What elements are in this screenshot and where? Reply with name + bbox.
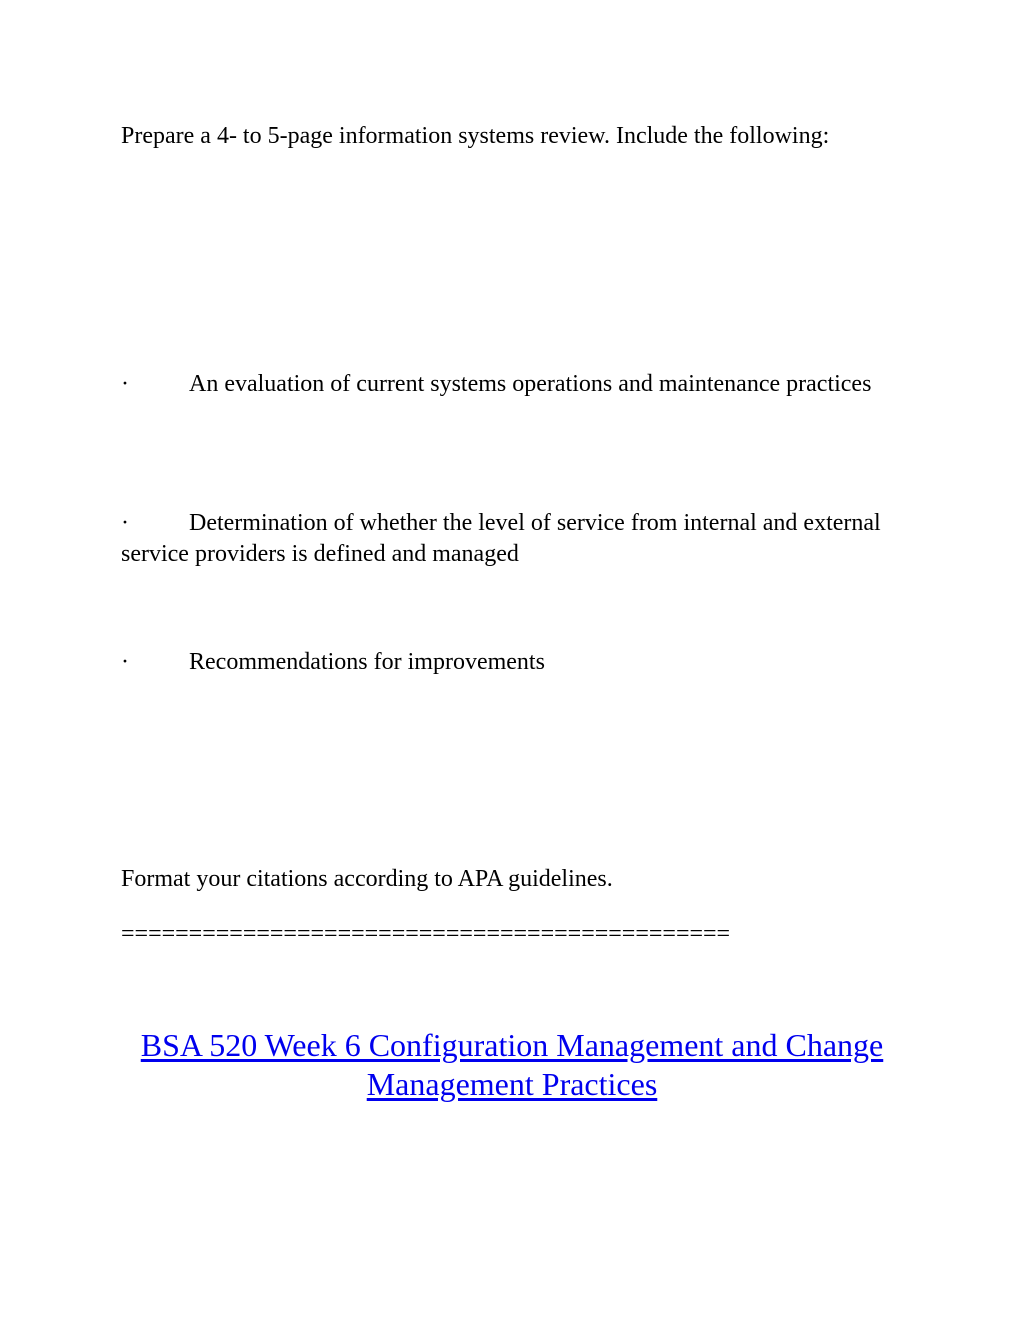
bullet-text: An evaluation of current systems operations and maintenance practices: [189, 371, 872, 397]
separator-line: =============================================: [121, 921, 731, 947]
bullet-text: Determination of whether the level of service from internal and external service providers is defined and managed: [121, 510, 881, 567]
bullet-item-recommendations: [121, 647, 901, 678]
bullet-text: Recommendations for improvements: [189, 649, 545, 675]
citation-note: Format your citations according to APA guidelines.: [121, 866, 613, 892]
bullet-item-service-level: [121, 508, 901, 570]
bullet-marker: ·: [121, 649, 129, 675]
bullet-marker: ·: [121, 371, 129, 397]
next-assignment-link[interactable]: BSA 520 Week 6 Configuration Management and Change Management Practices: [140, 1027, 884, 1102]
bullet-item-evaluation: [121, 369, 901, 400]
bullet-marker: ·: [121, 510, 129, 536]
intro-paragraph: Prepare a 4- to 5-page information systems review. Include the following:: [121, 123, 830, 149]
